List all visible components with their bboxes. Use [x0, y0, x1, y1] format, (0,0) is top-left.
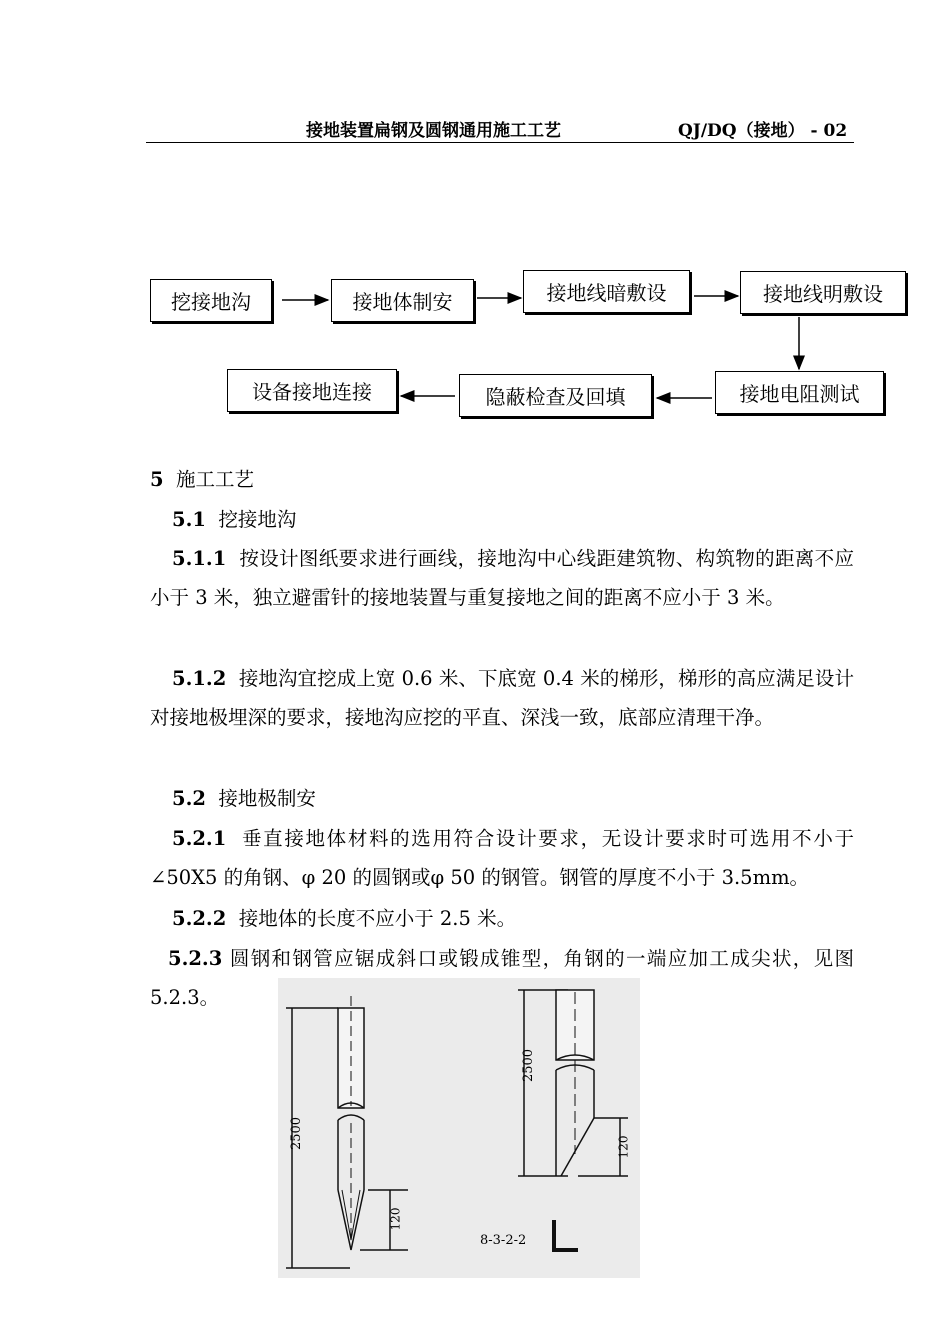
- dim-label-right-2500: 2500: [521, 1048, 537, 1083]
- figure-caption: 8-3-2-2: [480, 1233, 527, 1248]
- section-5-2-3: 5.2.3 圆钢和钢管应锯成斜口或锻成锥型，角钢的一端应加工成尖状，见图 5.2.3。: [150, 947, 854, 1009]
- section-5-heading: 5 施工工艺: [150, 468, 254, 491]
- flow-step-equipment-connect: 设备接地连接: [227, 369, 397, 412]
- flow-step-concealed-wiring: 接地线暗敷设: [523, 270, 690, 313]
- section-5-2-2: 5.2.2 接地体的长度不应小于 2.5 米。: [172, 907, 517, 930]
- section-5-1-1: 5.1.1 按设计图纸要求进行画线，接地沟中心线距建筑物、构筑物的距离不应小于 3 米，独立避雷针的接地装置与重复接地之间的距离不应小于 3 米。: [150, 547, 854, 609]
- flow-step-electrode-install: 接地体制安: [331, 279, 474, 322]
- flow-step-resistance-test: 接地电阻测试: [715, 371, 884, 414]
- section-5-1-heading: 5.1 挖接地沟: [172, 508, 297, 531]
- section-5-1-2: 5.1.2 接地沟宜挖成上宽 0.6 米、下底宽 0.4 米的梯形，梯形的高应满足设计对接地极埋深的要求，接地沟应挖的平直、深浅一致，底部应清理干净。: [150, 667, 854, 729]
- flow-step-inspect-backfill: 隐蔽检查及回填: [459, 374, 652, 417]
- flow-step-dig-trench: 挖接地沟: [150, 279, 272, 322]
- document-code: QJ/DQ（接地） - 02: [678, 121, 848, 141]
- flow-step-exposed-wiring: 接地线明敷设: [740, 271, 906, 314]
- dim-label-left-2500: 2500: [289, 1116, 305, 1151]
- section-5-2-heading: 5.2 接地极制安: [172, 787, 316, 810]
- dim-label-right-120: 120: [616, 1135, 631, 1159]
- electrode-drawing: [278, 978, 640, 1278]
- dim-label-left-120: 120: [388, 1207, 403, 1231]
- section-5-2-1: 5.2.1 垂直接地体材料的选用符合设计要求，无设计要求时可选用不小于∠50X5 的角钢、φ 20 的圆钢或φ 50 的钢管。钢管的厚度不小于 3.5mm。: [150, 827, 854, 889]
- document-title: 接地装置扁钢及圆钢通用施工工艺: [306, 121, 561, 141]
- figure-electrode-drawing: [278, 978, 640, 1278]
